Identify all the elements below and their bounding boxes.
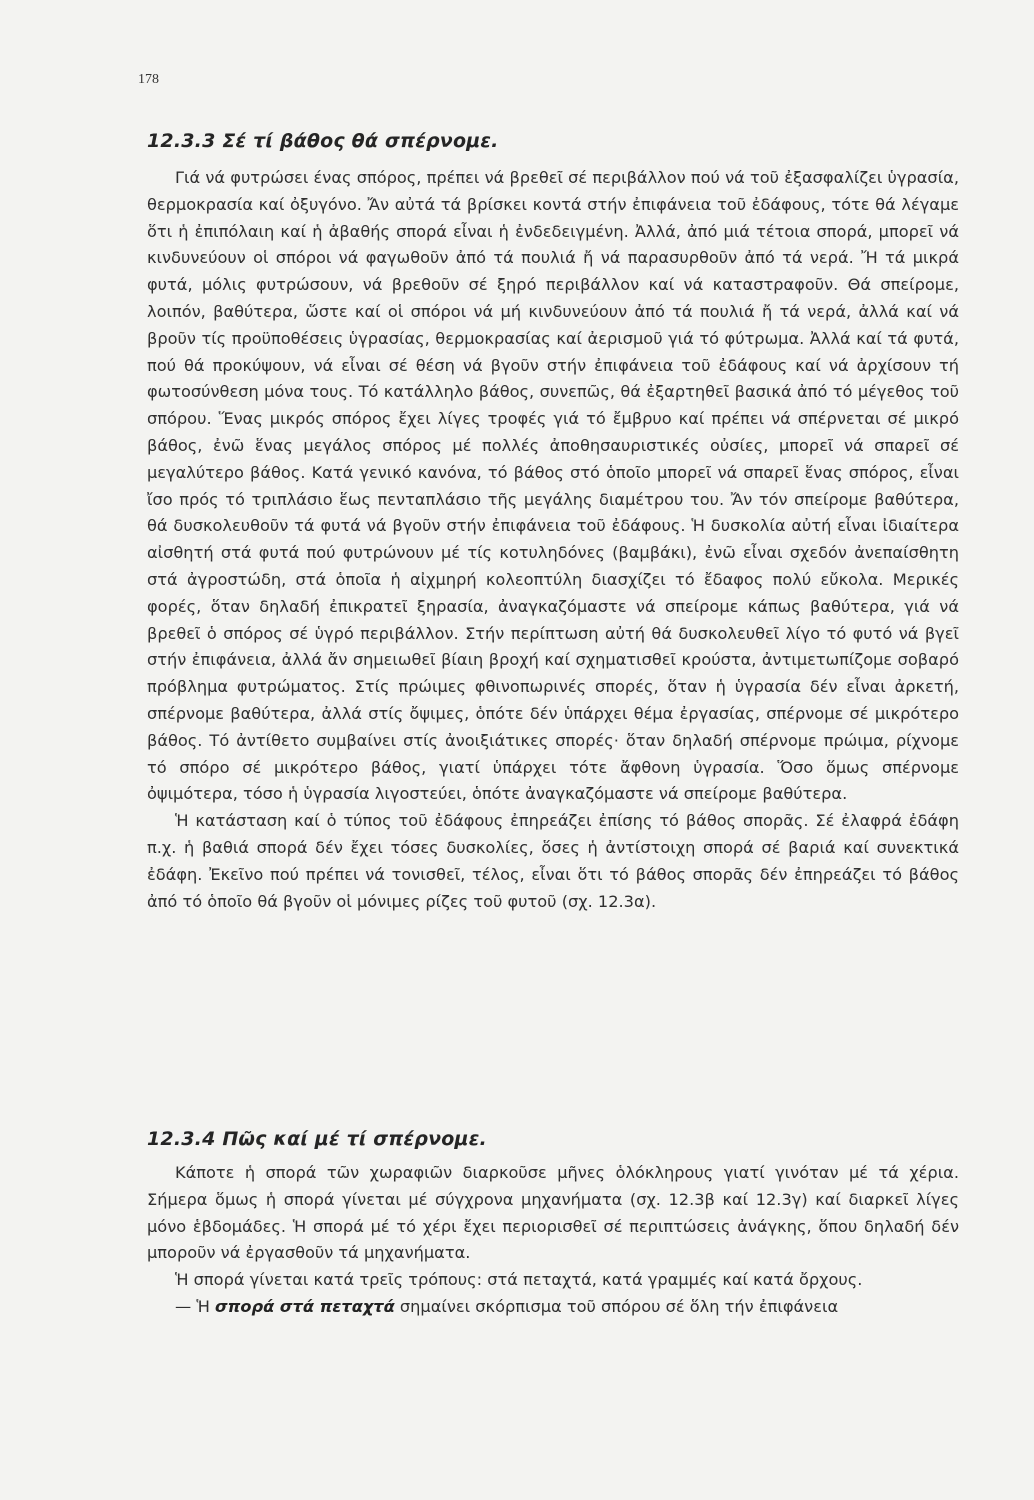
list-item-text: σημαίνει σκόρπισμα τοῦ σπόρου σέ ὅλη τήν ἐπιφάνεια	[394, 1296, 839, 1316]
section-body-12-3-4	[147, 1160, 959, 1321]
list-item-term: σπορά στά πεταχτά	[215, 1296, 395, 1316]
list-item	[147, 1294, 959, 1321]
paragraph: Γιά νά φυτρώσει ένας σπόρος, πρέπει νά βρεθεῖ σέ περιβάλλον πού νά τοῦ ἐξασφαλίζει ὑγρασία, θερμοκρασία καί ὀξυγόνο. Ἄν αὐτά τά βρίσκει κοντά στήν ἐπιφάνεια τοῦ ἐδάφους, τότε θά λέγαμε ὅτι ἡ ἐπιπόλαιη καί ἡ ἀβαθής σπορά εἶναι ἡ ἐνδεδειγμένη. Ἀλλά, ἀπό μιά τέτοια σπορά, μπορεῖ νά κινδυνεύουν οἱ σπόροι νά φαγωθοῦν ἀπό τά πουλιά ἤ νά παρασυρθοῦν ἀπό τά νερά. Ἤ τά μικρά φυτά, μόλις φυτρώσουν, νά βρεθοῦν σέ ξηρό περιβάλλον καί νά καταστραφοῦν. Θά σπείρομε, λοιπόν, βαθύτερα, ὥστε καί οἱ σπόροι νά μή κινδυνεύουν ἀπό τά πουλιά ἤ τά νερά, ἀλλά καί νά βροῦν τίς προϋποθέσεις ὑγρασίας, θερμοκρασίας καί ἀερισμοῦ γιά τό φύτρωμα. Ἀλλά καί τά φυτά, πού θά προκύψουν, νά εἶναι σέ θέση νά βγοῦν στήν ἐπιφάνεια τοῦ ἐδάφους καί νά ἀρχίσουν τή φωτοσύνθεση μόνα τους. Τό κατάλληλο βάθος, συνεπῶς, θά ἐξαρτηθεῖ βασικά ἀπό τό μέγεθος τοῦ σπόρου. Ἕνας μικρός σπόρος ἔχει λίγες τροφές γιά τό ἔμβρυο καί πρέπει νά σπέρνεται σέ μικρό βάθος, ἐνῶ ἕνας μεγάλος σπόρος μέ πολλές ἀποθησαυριστικές οὐσίες, μπορεῖ νά σπαρεῖ σέ μεγαλύτερο βάθος. Κατά γενικό κανόνα, τό βάθος στό ὁποῖο μπορεῖ νά σπαρεῖ ἕνας σπόρος, εἶναι ἴσο πρός τό τριπλάσιο ἕως πενταπλάσιο τῆς μεγάλης διαμέτρου του. Ἄν τόν σπείρομε βαθύτερα, θά δυσκολευθοῦν τά φυτά νά βγοῦν στήν ἐπιφάνεια τοῦ ἐδάφους. Ἡ δυσκολία αὐτή εἶναι ἰδιαίτερα αἰσθητή στά φυτά πού φυτρώνουν μέ τίς κοτυληδόνες (βαμβάκι), ἐνῶ εἶναι σχεδόν ἀνεπαίσθητη στά ἀγροστώδη, στά ὁποῖα ἡ αἰχμηρή κολεοπτύλη διασχίζει τό ἔδαφος πολύ εὔκολα. Μερικές φορές, ὅταν δηλαδή ἐπικρατεῖ ξηρασία, ἀναγκαζόμαστε νά σπείρομε κάπως βαθύτερα, γιά νά βρεθεῖ ὁ σπόρος σέ ὑγρό περιβάλλον. Στήν περίπτωση αὐτή θά δυσκολευθεῖ λίγο τό φυτό νά βγεῖ στήν ἐπιφάνεια, ἀλλά ἄν σημειωθεῖ βίαιη βροχή καί σχηματισθεῖ κρούστα, ἀντιμετωπίζομε σοβαρό πρόβλημα φυτρώματος. Στίς πρώιμες φθινοπωρινές σπορές, ὅταν ἡ ὑγρασία δέν εἶναι ἀρκετή, σπέρνομε βαθύτερα, ἀλλά στίς ὄψιμες, ὁπότε δέν ὑπάρχει θέμα ἐργασίας, σπέρνομε σέ μικρότερο βάθος. Τό ἀντίθετο συμβαίνει στίς ἀνοιξιάτικες σπορές· ὅταν δηλαδή σπέρνομε πρώιμα, ρίχνομε τό σπόρο σέ μικρότερο βάθος, γιατί ὑπάρχει τότε ἄφθονη ὑγρασία. Ὅσο ὅμως σπέρνομε ὀψιμότερα, τόσο ἡ ὑγρασία λιγοστεύει, ὁπότε ἀναγκαζόμαστε νά σπείρομε βαθύτερα.	[147, 168, 959, 804]
paragraph: Ἡ σπορά γίνεται κατά τρεῖς τρόπους: στά πεταχτά, κατά γραμμές καί κατά ὄρχους.	[175, 1270, 863, 1290]
section-body-12-3-3	[147, 165, 959, 915]
list-item-lead: Ἡ	[196, 1296, 216, 1316]
paragraph: Ἡ κατάσταση καί ὁ τύπος τοῦ ἐδάφους ἐπηρεάζει ἐπίσης τό βάθος σπορᾶς. Σέ ἐλαφρά ἐδάφη π.χ. ἡ βαθιά σπορά δέν ἔχει τόσες δυσκολίες, ὅσες ἡ ἀντίστοιχη σπορά σέ βαριά καί συνεκτικά ἐδάφη. Ἐκεῖνο πού πρέπει νά τονισθεῖ, τέλος, εἶναι ὅτι τό βάθος σπορᾶς δέν ἐπηρεάζει τό βάθος ἀπό τό ὁποῖο θά βγοῦν οἱ μόνιμες ρίζες τοῦ φυτοῦ (σχ. 12.3α).	[147, 811, 959, 911]
page-number: 178	[138, 72, 159, 87]
paragraph: Κάποτε ἡ σπορά τῶν χωραφιῶν διαρκοῦσε μῆνες ὁλόκληρους γιατί γινόταν μέ τά χέρια. Σήμερα ὅμως ἡ σπορά γίνεται μέ σύγχρονα μηχανήματα (σχ. 12.3β καί 12.3γ) καί διαρκεῖ λίγες μόνο ἑβδομάδες. Ἡ σπορά μέ τό χέρι ἔχει περιορισθεῖ σέ περιπτώσεις ἀνάγκης, ὅπου δηλαδή δέν μποροῦν νά ἐργασθοῦν τά μηχανήματα.	[147, 1163, 959, 1263]
list-dash: —	[175, 1296, 197, 1316]
section-heading-12-3-3: 12.3.3 Σέ τί βάθος θά σπέρνομε.	[147, 130, 499, 152]
section-heading-12-3-4: 12.3.4 Πῶς καί μέ τί σπέρνομε.	[147, 1128, 487, 1150]
